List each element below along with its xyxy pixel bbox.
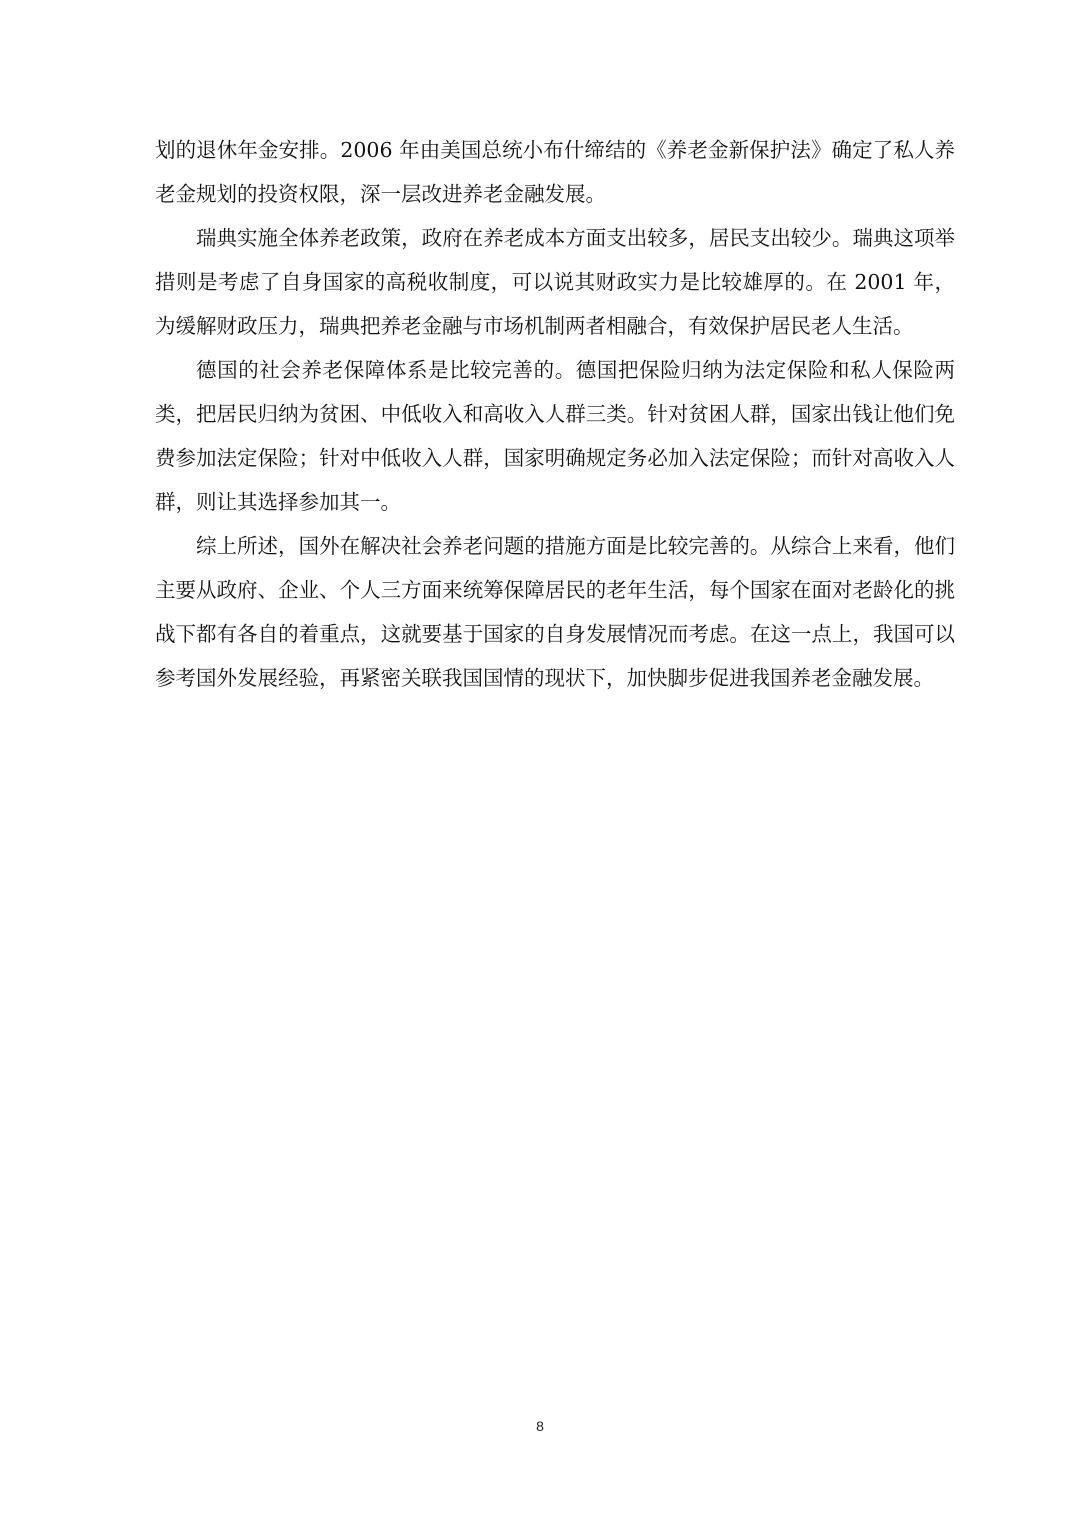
page-number: 8	[536, 1418, 544, 1434]
paragraph-summary: 综上所述，国外在解决社会养老问题的措施方面是比较完善的。从综合上来看，他们主要从政府、企业、个人三方面来统筹保障居民的老年生活，每个国家在面对老龄化的挑战下都有各自的着重点，这就要基于国家的自身发展情况而考虑。在这一点上，我国可以参考国外发展经验，再紧密关联我国国情的现状下，加快脚步促进我国养老金融发展。	[155, 534, 955, 690]
body-text	[155, 128, 955, 700]
paragraph-germany: 德国的社会养老保障体系是比较完善的。德国把保险归纳为法定保险和私人保险两类，把居民归纳为贫困、中低收入和高收入人群三类。针对贫困人群，国家出钱让他们免费参加法定保险；针对中低收入人群，国家明确规定务必加入法定保险；而针对高收入人群，则让其选择参加其一。	[155, 358, 955, 514]
paragraph-sweden: 瑞典实施全体养老政策，政府在养老成本方面支出较多，居民支出较少。瑞典这项举措则是考虑了自身国家的高税收制度，可以说其财政实力是比较雄厚的。在 2001 年，为缓解财政压力，瑞典把养老金融与市场机制两者相融合，有效保护居民老人生活。	[155, 226, 955, 338]
paragraph-pension-protection-act: 划的退休年金安排。2006 年由美国总统小布什缔结的《养老金新保护法》确定了私人养老金规划的投资权限，深一层改进养老金融发展。	[155, 138, 955, 206]
